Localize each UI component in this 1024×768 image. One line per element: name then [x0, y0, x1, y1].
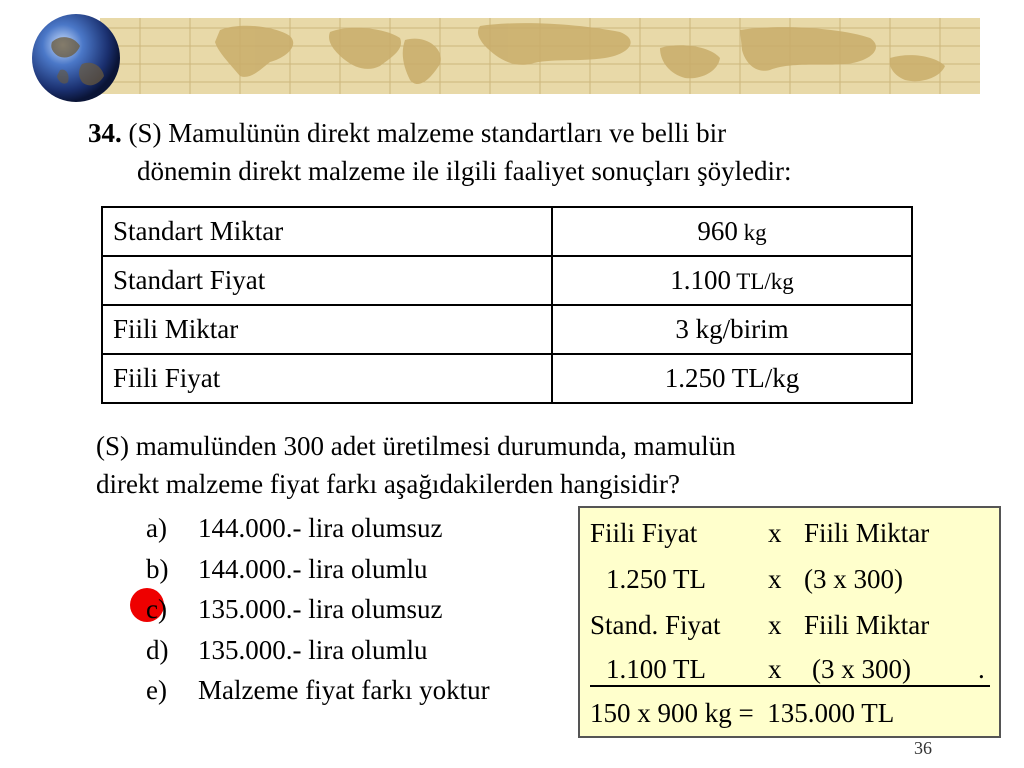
world-map-graphic	[100, 18, 980, 94]
world-map-banner	[100, 18, 980, 94]
prompt-line-1: (S) mamulünden 300 adet üretilmesi durumunda, mamulün	[96, 431, 736, 461]
option-letter: d)	[146, 634, 169, 665]
page-number: 36	[914, 738, 932, 758]
solution-r4-a: 1.100 TL	[606, 654, 706, 684]
option-d[interactable]	[146, 630, 490, 671]
solution-r2-x: x	[768, 564, 782, 594]
solution-box	[578, 506, 1001, 738]
option-text: 144.000.- lira olumlu	[198, 553, 428, 584]
solution-r1-x: x	[768, 518, 782, 548]
value-main: 960	[697, 216, 738, 246]
table-cell-label: Fiili Fiyat	[102, 354, 552, 403]
solution-r3-x: x	[768, 610, 782, 640]
option-a[interactable]	[146, 508, 490, 549]
solution-r2-b: (3 x 300)	[804, 564, 903, 594]
table-cell-label: Standart Miktar	[102, 207, 552, 256]
question-number: 34.	[88, 118, 122, 148]
table-cell-value	[552, 207, 912, 256]
table-cell-value	[552, 354, 912, 403]
question-text	[88, 114, 988, 190]
table-cell-value	[552, 256, 912, 305]
standards-table	[101, 206, 913, 404]
value-main: 3 kg/birim	[675, 314, 789, 344]
solution-r4-x: x	[768, 654, 782, 684]
table-row	[102, 207, 912, 256]
table-row	[102, 354, 912, 403]
table-cell-label: Standart Fiyat	[102, 256, 552, 305]
question-line-1-text: (S) Mamulünün direkt malzeme standartları ve belli bir	[128, 118, 727, 148]
answer-options	[146, 508, 490, 711]
prompt-line-2: direkt malzeme fiyat farkı aşağıdakilerden hangisidir?	[96, 469, 681, 499]
solution-divider	[590, 685, 990, 687]
option-letter: b)	[146, 553, 169, 584]
question-line-1	[88, 114, 988, 152]
option-c[interactable]	[146, 589, 490, 630]
solution-r4-b: (3 x 300)	[812, 654, 911, 684]
option-letter: a)	[146, 513, 167, 543]
table-cell-label: Fiili Miktar	[102, 305, 552, 354]
table-row	[102, 305, 912, 354]
option-e[interactable]	[146, 670, 490, 711]
table-cell-value	[552, 305, 912, 354]
value-unit: kg	[772, 363, 800, 393]
value-unit: TL/kg	[730, 269, 794, 294]
option-text: 135.000.- lira olumsuz	[198, 594, 443, 624]
option-text: 135.000.- lira olumlu	[198, 634, 428, 665]
table-row	[102, 256, 912, 305]
option-letter: e)	[146, 675, 167, 705]
option-letter: c)	[146, 594, 167, 624]
solution-r2-a: 1.250 TL	[606, 564, 706, 594]
option-text: Malzeme fiyat farkı yoktur	[198, 675, 490, 705]
value-main: 1.100	[670, 265, 731, 295]
value-unit: kg	[737, 220, 767, 245]
option-text: 144.000.- lira olumsuz	[198, 513, 443, 543]
solution-result: 150 x 900 kg = 135.000 TL	[590, 698, 895, 728]
question-prompt	[96, 427, 916, 503]
solution-r1-a: Fiili Fiyat	[590, 518, 698, 548]
solution-r1-b: Fiili Miktar	[804, 518, 930, 548]
question-line-2: dönemin direkt malzeme ile ilgili faaliyet sonuçları şöyledir:	[137, 156, 792, 186]
globe-icon	[30, 12, 122, 104]
solution-r3-b: Fiili Miktar	[804, 610, 930, 640]
solution-r4-end: .	[978, 654, 985, 684]
value-main: 1.250 TL/	[664, 363, 773, 393]
option-b[interactable]	[146, 549, 490, 590]
solution-r3-a: Stand. Fiyat	[590, 610, 721, 640]
